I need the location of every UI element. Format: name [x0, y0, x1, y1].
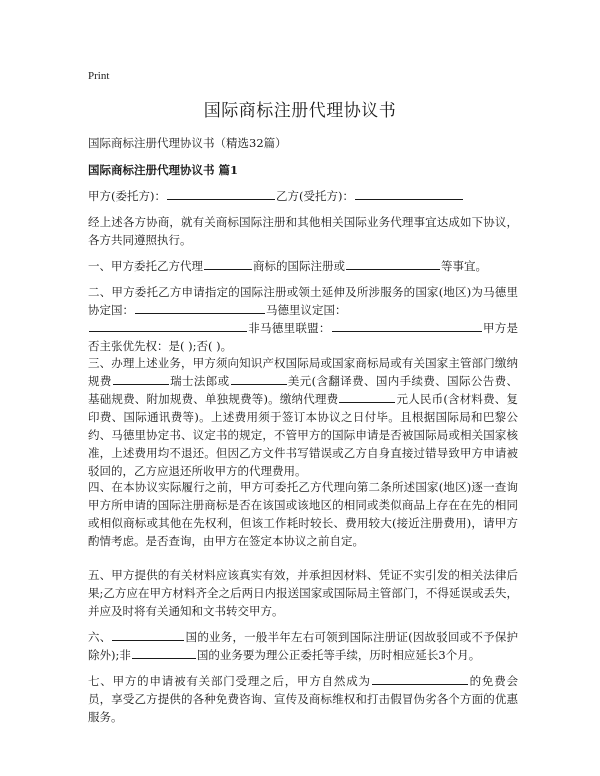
clause-3-blank-chf: [113, 372, 169, 385]
clause-3-text-d: 元人民币(含材料费、复印费、国际通讯费等)。上述费用须于签订本协议之日付毕。且根据国际局和巴黎公约、马德里协定书、议定书的规定，不管甲方的国际申请是否被国际局或相关国家核准，上述费用均不退还。但因乙方文件书写错误或乙方自身直接过错导致甲方申请被驳回的，乙方应退还所收甲方的代理费用。: [88, 392, 518, 478]
clause-1-blank-other: [346, 257, 440, 270]
clause-3-blank-rmb: [339, 390, 395, 403]
clause-1-text-b: 商标的国际注册或: [253, 259, 345, 273]
clause-3-text-a: 三、办理上述业务，甲方须向知识产权国际局或国家商标局或有关国家主管部门缴纳规费: [88, 356, 518, 388]
clause-6: [88, 628, 518, 664]
print-label[interactable]: Print: [88, 70, 110, 82]
clause-1-blank-trademark: [204, 257, 252, 270]
clause-2-text-b: 马德里议定国：: [266, 303, 347, 317]
party-a-label: 甲方(委托方)：: [88, 189, 166, 203]
parties-line: [88, 187, 518, 205]
clause-2-blank-non-madrid: [332, 319, 482, 332]
party-a-blank: [167, 187, 275, 200]
section-heading: 国际商标注册代理协议书 篇1: [88, 163, 239, 177]
document-title: 国际商标注册代理协议书: [203, 101, 397, 121]
clause-6-text-a: 六、: [88, 630, 112, 644]
clause-2-text-d: 甲方是否主张优先权：是( );否( )。: [88, 321, 519, 353]
clause-3-text-c: 美元(含翻译费、国内手续费、国际公告费、基础规费、附加规费、单独规费等)。缴纳代理费: [88, 374, 519, 406]
clause-7-blank-membership: [372, 672, 468, 685]
party-b-blank: [355, 187, 463, 200]
clause-7-text-a: 七、甲方的申请被有关部门受理之后，甲方自然成为: [88, 674, 371, 688]
clause-2-text-c: 非马德里联盟：: [248, 321, 331, 335]
clause-6-text-b: 国的业务，一般半年左右可领到国际注册证(因故驳回或不予保护除外);非: [88, 630, 519, 662]
clause-3-text-b: 瑞士法郎或: [169, 374, 230, 388]
clause-1-text-c: 等事宜。: [441, 259, 487, 273]
clause-2-blank-madrid-agreement: [135, 301, 265, 314]
party-b-label: 乙方(受托方)：: [275, 189, 354, 203]
clause-2: [88, 283, 518, 355]
clause-3: [88, 354, 518, 480]
clause-7: [88, 672, 518, 726]
clause-2-blank-madrid-protocol: [89, 319, 247, 332]
clause-4: 四、在本协议实际履行之前，甲方可委托乙方代理向第二条所述国家(地区)逐一查询甲方所申请的国际注册商标是否在该国或该地区的相同或类似商品上存在在先的相同或相似商标或其他在先权利，但该工作耗时较长、费用较大(接近注册费用)，请甲方酌情考虑。是否查询，由甲方在签定本协议之前自定。: [88, 480, 518, 548]
clause-3-blank-usd: [231, 372, 287, 385]
clause-6-text-c: 国的业务要为理公正委托等手续，历时相应延长3个月。: [196, 648, 481, 662]
clause-5: 五、甲方提供的有关材料应该真实有效，并承担因材料、凭证不实引发的相关法律后果;乙方应在甲方材料齐全之后两日内报送国家或国际局主管部门，不得延误或丢失，并应及时将有关通知和文书转交甲方。: [88, 568, 518, 618]
clause-6-blank-country-a: [112, 628, 184, 641]
clause-7-text-b: 的免费会员，享受乙方提供的各种免费咨询、宣传及商标维权和打击假冒伪劣各个方面的优惠服务。: [88, 674, 518, 724]
clause-2-text-a: 二、甲方委托乙方申请指定的国际注册或领土延伸及所涉服务的国家(地区)为马德里协定国：: [88, 285, 518, 317]
clause-6-blank-country-b: [132, 646, 196, 659]
clause-1: [88, 257, 518, 275]
intro-paragraph: 经上述各方协商，就有关商标国际注册和其他相关国际业务代理事宜达成如下协议，各方共同遵照执行。: [88, 215, 518, 247]
document-subtitle: 国际商标注册代理协议书（精选32篇）: [88, 136, 287, 150]
clause-1-text-a: 一、甲方委托乙方代理: [88, 259, 203, 273]
